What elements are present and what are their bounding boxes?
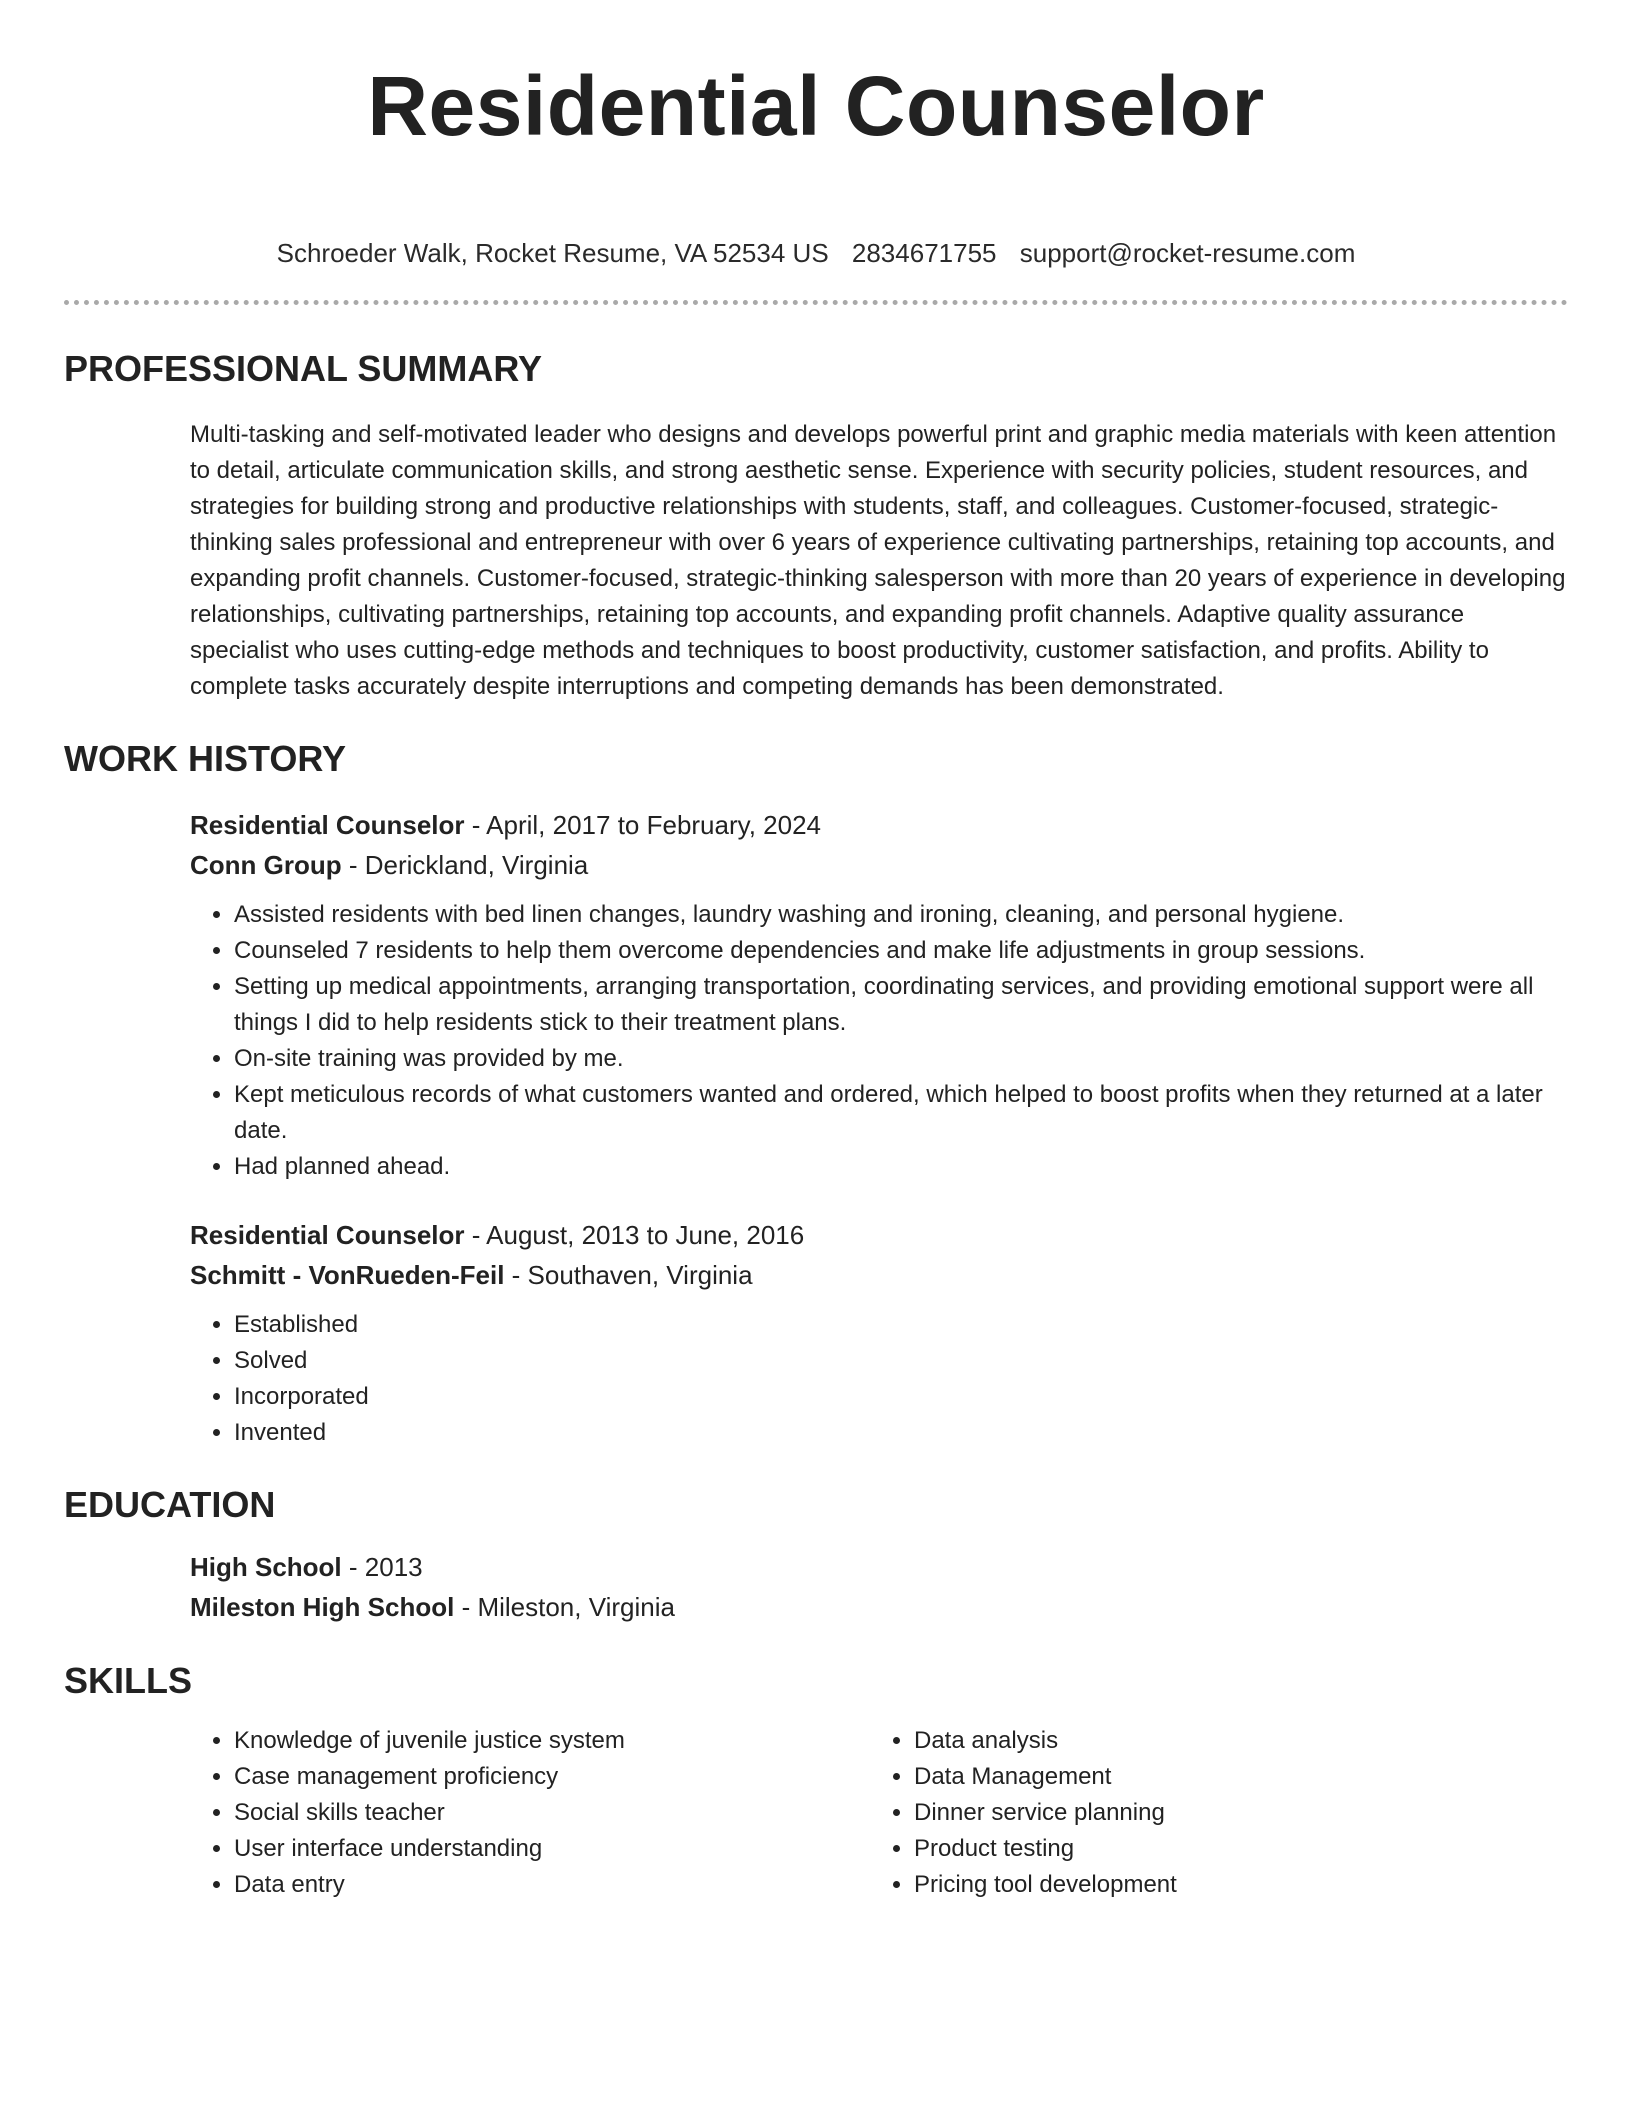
education-school: Mileston High School [190,1592,455,1622]
education-year: - 2013 [341,1552,423,1582]
skills-section [64,1659,1568,1903]
job-company: Schmitt - VonRueden-Feil [190,1260,505,1290]
job-bullet: • Invented [234,1415,1568,1451]
job-bullet: • Incorporated [234,1379,1568,1415]
summary-text: Multi-tasking and self-motivated leader who designs and develops powerful print and graphic media materials with keen attention to detail, articulate communication skills, and strong aesthetic sense. Experience with security policies, student resources, and strategies for building strong and productive relationships with students, staff, and colleagues. Customer-focused, strategic-thinking sales professional and entrepreneur with over 6 years of experience cultivating partnerships, retaining top accounts, and expanding profit channels. Customer-focused, strategic-thinking salesperson with more than 20 years of experience in developing relationships, cultivating partnerships, retaining top accounts, and expanding profit channels. Adaptive quality assurance specialist who uses cutting-edge methods and techniques to boost productivity, customer satisfaction, and profits. Ability to complete tasks accurately despite interruptions and competing demands has been demonstrated. [190,421,1566,700]
job-title-line [190,805,1568,845]
skills-list-right [870,1723,1550,1903]
job-entry [190,805,1568,1185]
skill-item: • Dinner service planning [914,1795,1550,1831]
skills-column-right [870,1723,1550,1903]
skill-item: • User interface understanding [234,1831,870,1867]
contact-address: Schroeder Walk, Rocket Resume, VA 52534 US [276,238,829,268]
job-company-line [190,845,1568,885]
job-dates: - April, 2017 to February, 2024 [464,810,821,840]
skill-item: • Product testing [914,1831,1550,1867]
skill-item: • Data Management [914,1759,1550,1795]
skill-item: • Pricing tool development [914,1867,1550,1903]
skills-list-left [190,1723,870,1903]
education-heading: EDUCATION [64,1484,276,1525]
education-section [64,1483,1568,1627]
skill-item: • Social skills teacher [234,1795,870,1831]
job-company-line [190,1255,1568,1295]
job-bullet: • Kept meticulous records of what customers wanted and ordered, which helped to boost profits when they returned at a later date. [234,1077,1568,1149]
job-bullet: • Established [234,1307,1568,1343]
job-bullet: • Had planned ahead. [234,1149,1568,1185]
job-bullet: • On-site training was provided by me. [234,1041,1568,1077]
education-degree: High School [190,1552,342,1582]
skill-item: • Case management proficiency [234,1759,870,1795]
job-bullets [190,897,1568,1185]
skills-grid [190,1723,1568,1903]
skill-item: • Data entry [234,1867,870,1903]
job-entry [190,1215,1568,1451]
work-history-heading: WORK HISTORY [64,738,347,779]
skills-heading: SKILLS [64,1660,193,1701]
job-bullet: • Solved [234,1343,1568,1379]
education-school-line [190,1587,1568,1627]
job-company: Conn Group [190,850,342,880]
summary-heading: PROFESSIONAL SUMMARY [64,348,543,389]
job-bullets [190,1307,1568,1451]
job-title: Residential Counselor [190,1220,465,1250]
job-dates: - August, 2013 to June, 2016 [464,1220,805,1250]
skill-item: • Data analysis [914,1723,1550,1759]
job-title-line [190,1215,1568,1255]
job-title: Residential Counselor [190,810,465,840]
candidate-name: Residential Counselor [367,59,1265,153]
education-location: - Mileston, Virginia [454,1592,675,1622]
education-degree-line [190,1547,1568,1587]
header-divider [64,300,1568,305]
job-bullet: • Counseled 7 residents to help them overcome dependencies and make life adjustments in group sessions. [234,933,1568,969]
job-location: - Derickland, Virginia [341,850,589,880]
contact-phone: 2834671755 [851,238,997,268]
skill-item: • Knowledge of juvenile justice system [234,1723,870,1759]
job-bullet: • Assisted residents with bed linen changes, laundry washing and ironing, cleaning, and personal hygiene. [234,897,1568,933]
work-history-section [64,737,1568,1451]
job-location: - Southaven, Virginia [504,1260,753,1290]
contact-line [64,236,1568,270]
contact-email: support@rocket-resume.com [1019,238,1356,268]
skills-column-left [190,1723,870,1903]
summary-section [64,347,1568,705]
job-bullet: • Setting up medical appointments, arranging transportation, coordinating services, and providing emotional support were all things I did to help residents stick to their treatment plans. [234,969,1568,1041]
